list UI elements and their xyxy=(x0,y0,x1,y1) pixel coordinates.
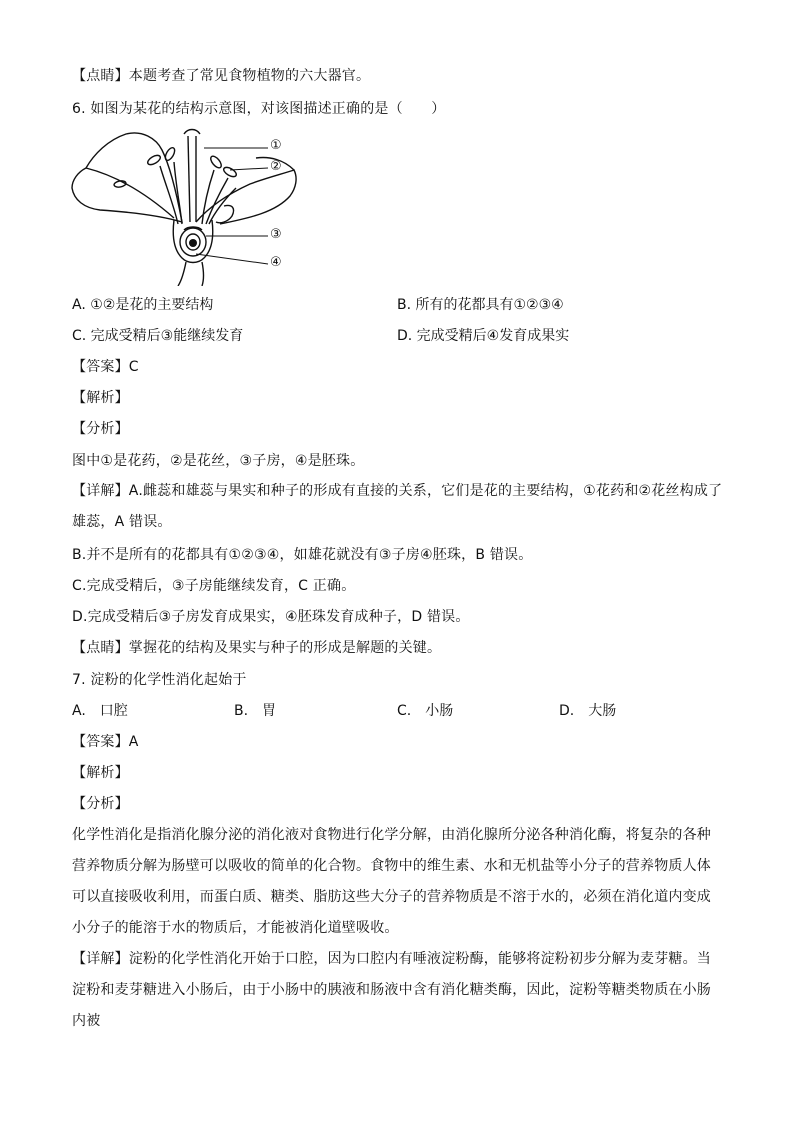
q6-fenxi-heading: 【分析】 xyxy=(72,421,129,437)
q6-detail-d: D.完成受精后③子房发育成果实，④胚珠发育成种子，D 错误。 xyxy=(72,609,470,625)
q7-option-a: A. 口腔 xyxy=(72,703,128,719)
q7-fenxi-text: 化学性消化是指消化腺分泌的消化液对食物进行化学分解，由消化腺所分泌各种消化酶，将复杂的各种营养物质分解为肠壁可以吸收的简单的化合物。食物中的维生素、水和无机盐等小分子的营养物质人体可以直接吸收利用，而蛋白质、糖类、脂肪这些大分子的营养物质是不溶于水的，必须在消化道内变成小分子的能溶于水的物质后，才能被消化道壁吸收。 xyxy=(72,827,711,936)
q6-detail-a: 【详解】A.雌蕊和雄蕊与果实和种子的形成有直接的关系，它们是花的主要结构，①花药和②花丝构成了雄蕊，A 错误。 xyxy=(72,483,723,530)
left-petal xyxy=(72,133,182,222)
q6-analysis-heading: 【解析】 xyxy=(72,390,129,406)
q7-answer: 【答案】A xyxy=(72,734,139,750)
q6-option-d: D. 完成受精后④发育成果实 xyxy=(397,328,570,344)
question-6-stem: 6. 如图为某花的结构示意图，对该图描述正确的是（ ） xyxy=(72,101,446,117)
flower-diagram-svg xyxy=(70,126,302,286)
q6-fenxi-text: 图中①是花药，②是花丝，③子房，④是胚珠。 xyxy=(72,453,365,469)
label-ovule: ④ xyxy=(270,255,282,270)
flower-structure-diagram xyxy=(70,126,302,286)
q7-option-d: D. 大肠 xyxy=(559,703,617,719)
q7-analysis-heading: 【解析】 xyxy=(72,765,129,781)
label-anther: ① xyxy=(270,138,282,153)
question-7-stem: 7. 淀粉的化学性消化起始于 xyxy=(72,672,247,688)
q6-option-a: A. ①②是花的主要结构 xyxy=(72,297,214,313)
q6-option-b: B. 所有的花都具有①②③④ xyxy=(397,297,564,313)
q6-option-c: C. 完成受精后③能继续发育 xyxy=(72,328,244,344)
q6-key-point: 【点睛】掌握花的结构及果实与种子的形成是解题的关键。 xyxy=(72,640,442,656)
q7-detail-text: 【详解】淀粉的化学性消化开始于口腔，因为口腔内有唾液淀粉酶，能够将淀粉初步分解为麦芽糖。当淀粉和麦芽糖进入小肠后，由于小肠中的胰液和肠液中含有消化糖类酶，因此，淀粉等糖类物质在小肠内被 xyxy=(72,951,711,1029)
previous-answer-note: 【点睛】本题考查了常见食物植物的六大器官。 xyxy=(72,68,371,84)
label-ovary: ③ xyxy=(270,227,282,242)
q6-detail-c: C.完成受精后，③子房能继续发育，C 正确。 xyxy=(72,578,356,594)
q7-option-b: B. 胃 xyxy=(234,703,277,719)
q6-answer: 【答案】C xyxy=(72,359,139,375)
q7-option-c: C. 小肠 xyxy=(397,703,454,719)
q6-detail-b: B.并不是所有的花都具有①②③④，如雄花就没有③子房④胚珠，B 错误。 xyxy=(72,547,533,563)
label-filament: ② xyxy=(270,159,282,174)
q7-fenxi-heading: 【分析】 xyxy=(72,796,129,812)
